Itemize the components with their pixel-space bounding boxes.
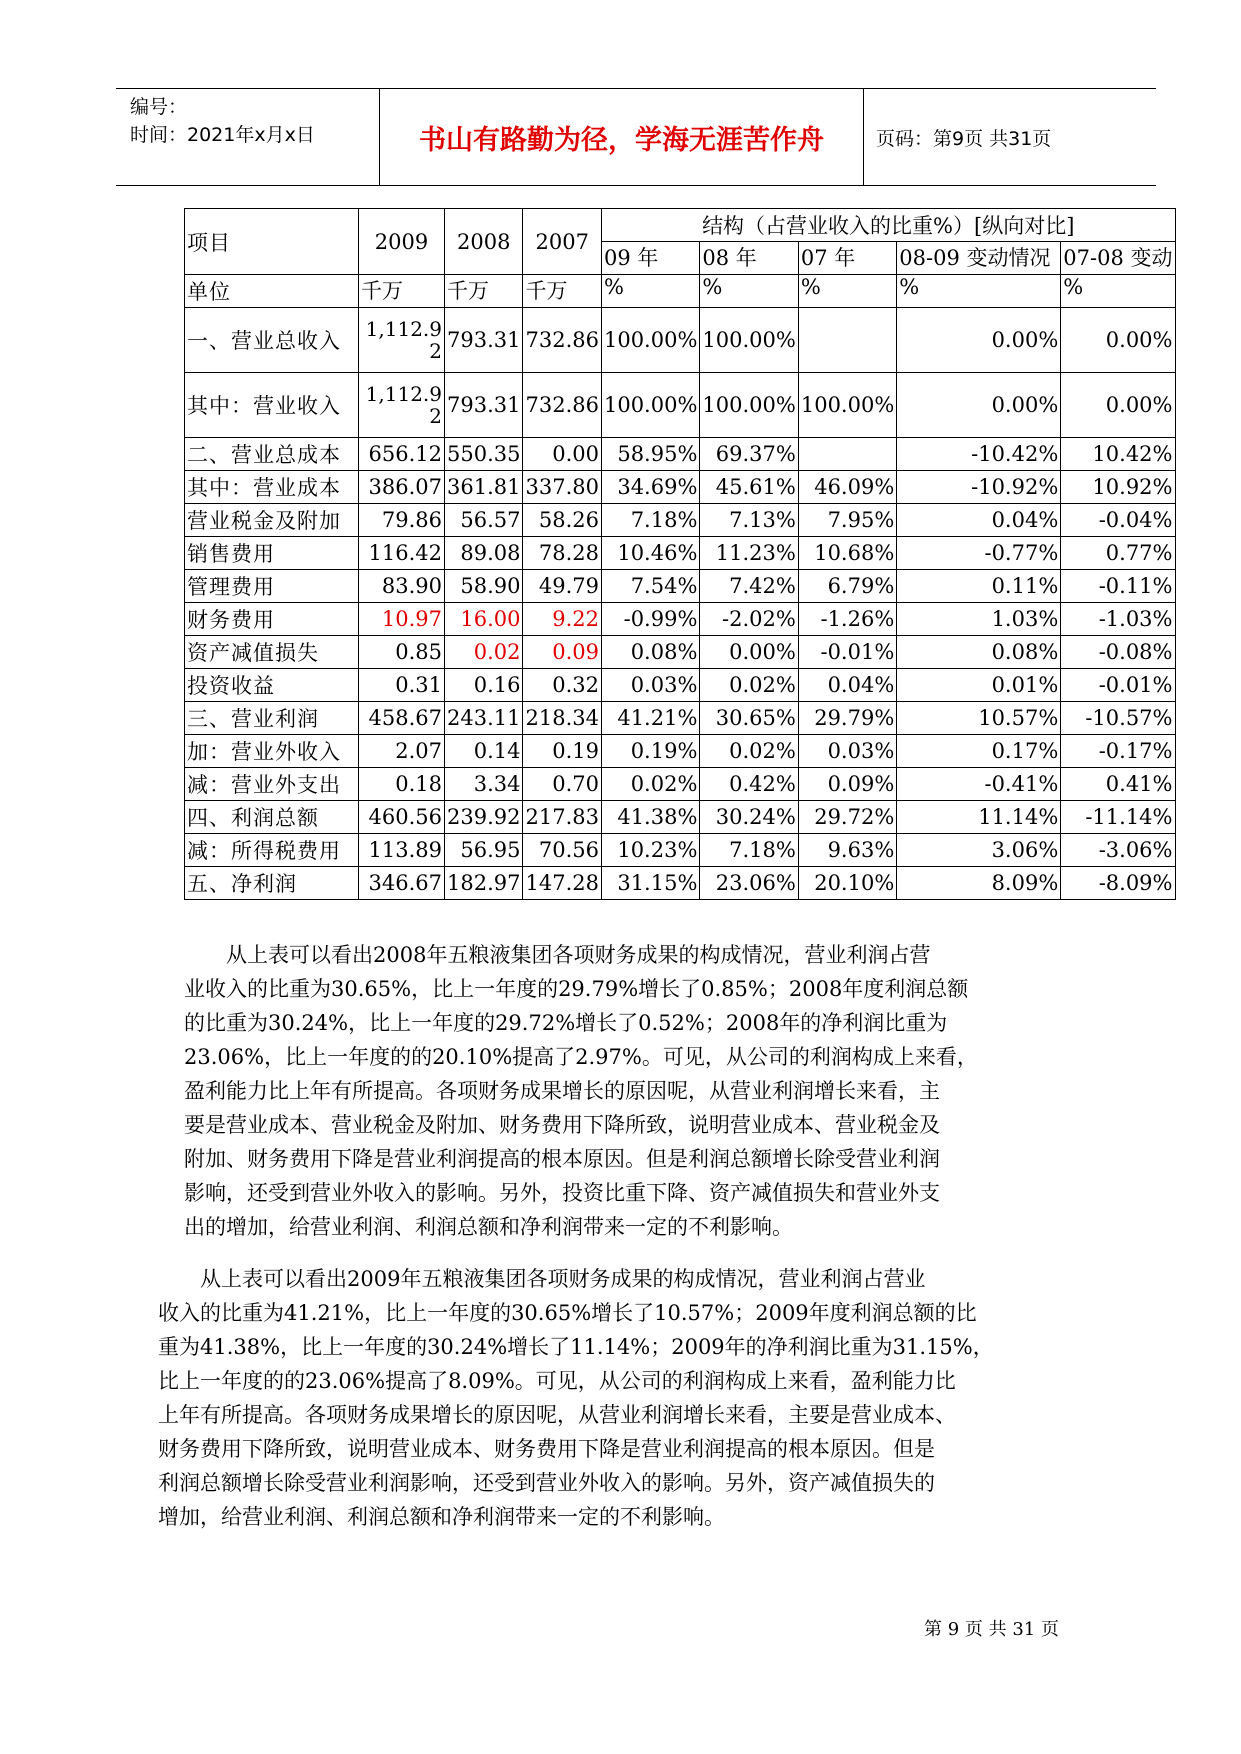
value-cell: 3.06% (897, 834, 1061, 867)
paragraph-line: 业收入的比重为30.65%，比上一年度的29.79%增长了0.85%；2008年度利润总额 (184, 977, 969, 1001)
value-cell: -0.01% (798, 636, 896, 669)
paragraph-line: 23.06%，比上一年度的的20.10%提高了2.97%。可见，从公司的利润构成上来看， (184, 1045, 978, 1069)
value-cell: 7.95% (798, 504, 896, 537)
table-row (185, 308, 1176, 373)
value-cell: 656.12 (359, 438, 445, 471)
value-cell: 56.95 (445, 834, 523, 867)
value-cell: 10.57% (897, 702, 1061, 735)
unit-label: 单位 (185, 275, 359, 308)
table-row (185, 735, 1176, 768)
value-cell: 8.09% (897, 867, 1061, 900)
header-change-0708: 07-08 变动 (1061, 242, 1175, 275)
value-cell: 0.02% (601, 768, 699, 801)
paragraph-line: 重为41.38%，比上一年度的30.24%增长了11.14%；2009年的净利润比重为31.15%， (158, 1335, 994, 1359)
paragraph-line: 影响，还受到营业外收入的影响。另外，投资比重下降、资产减值损失和营业外支 (184, 1181, 940, 1205)
value-cell: -0.41% (897, 768, 1061, 801)
table-row (185, 636, 1176, 669)
value-cell: 7.42% (700, 570, 798, 603)
value-cell: 0.09 (523, 636, 601, 669)
table-row (185, 702, 1176, 735)
value-cell: -0.01% (1061, 669, 1175, 702)
row-label: 三、营业利润 (185, 702, 359, 735)
table-row (185, 768, 1176, 801)
value-cell: 70.56 (523, 834, 601, 867)
row-label: 管理费用 (185, 570, 359, 603)
value-cell: 31.15% (601, 867, 699, 900)
value-cell: 58.95% (601, 438, 699, 471)
header-item: 项目 (185, 209, 359, 275)
unit-cell: % (1061, 275, 1175, 308)
value-cell: 23.06% (700, 867, 798, 900)
value-cell: 346.67 (359, 867, 445, 900)
value-cell: 58.26 (523, 504, 601, 537)
value-cell: 11.14% (897, 801, 1061, 834)
value-cell: -1.03% (1061, 603, 1175, 636)
row-label: 销售费用 (185, 537, 359, 570)
wrapped-value: 1,112.9 2 (365, 316, 442, 363)
row-label: 营业税金及附加 (185, 504, 359, 537)
value-cell: 100.00% (601, 308, 699, 373)
number-label: 编号： (130, 96, 188, 118)
value-cell: 9.63% (798, 834, 896, 867)
paragraph-line: 比上一年度的的23.06%提高了8.09%。可见，从公司的利润构成上来看，盈利能力比 (158, 1369, 956, 1393)
unit-row (185, 275, 1176, 308)
table-body (185, 308, 1176, 900)
table-row (185, 801, 1176, 834)
value-cell: 218.34 (523, 702, 601, 735)
page-header (116, 88, 1156, 186)
value-cell: 337.80 (523, 471, 601, 504)
value-cell: 0.02% (700, 669, 798, 702)
value-cell: 83.90 (359, 570, 445, 603)
value-cell: 58.90 (445, 570, 523, 603)
value-cell: 239.92 (445, 801, 523, 834)
header-07: 07 年 (798, 242, 896, 275)
row-label: 资产减值损失 (185, 636, 359, 669)
value-cell: 793.31 (445, 373, 523, 438)
value-cell: 7.18% (700, 834, 798, 867)
table-row (185, 373, 1176, 438)
value-cell: 732.86 (523, 373, 601, 438)
value-cell: 116.42 (359, 537, 445, 570)
value-cell: 0.41% (1061, 768, 1175, 801)
header-09: 09 年 (601, 242, 699, 275)
table-row (185, 603, 1176, 636)
paragraph-line: 上年有所提高。各项财务成果增长的原因呢，从营业利润增长来看，主要是营业成本、 (158, 1403, 956, 1427)
value-cell: 0.19% (601, 735, 699, 768)
unit-cell: % (700, 275, 798, 308)
value-cell: 460.56 (359, 801, 445, 834)
value-cell: 45.61% (700, 471, 798, 504)
value-cell: 0.70 (523, 768, 601, 801)
value-cell: -10.57% (1061, 702, 1175, 735)
value-cell: 0.00% (897, 308, 1061, 373)
value-cell: 0.02% (700, 735, 798, 768)
value-cell: 100.00% (798, 373, 896, 438)
paragraph-line: 出的增加，给营业利润、利润总额和净利润带来一定的不利影响。 (184, 1215, 793, 1239)
value-cell: 7.18% (601, 504, 699, 537)
row-label: 投资收益 (185, 669, 359, 702)
table-row (185, 471, 1176, 504)
unit-cell: % (798, 275, 896, 308)
unit-cell: 千万 (523, 275, 601, 308)
table-row (185, 669, 1176, 702)
value-cell: -0.11% (1061, 570, 1175, 603)
value-cell: 458.67 (359, 702, 445, 735)
value-cell: 0.85 (359, 636, 445, 669)
value-cell: 16.00 (445, 603, 523, 636)
value-cell: 243.11 (445, 702, 523, 735)
table-row (185, 504, 1176, 537)
row-label: 二、营业总成本 (185, 438, 359, 471)
paragraph-line: 盈利能力比上年有所提高。各项财务成果增长的原因呢，从营业利润增长来看，主 (184, 1079, 940, 1103)
header-structure: 结构（占营业收入的比重%）[纵向对比] (601, 209, 1175, 242)
value-cell: 0.04% (798, 669, 896, 702)
row-label: 五、净利润 (185, 867, 359, 900)
value-cell: 0.03% (798, 735, 896, 768)
value-cell: 0.08% (601, 636, 699, 669)
value-cell: 6.79% (798, 570, 896, 603)
value-cell: -1.26% (798, 603, 896, 636)
header-meta (130, 93, 315, 149)
value-cell: 0.32 (523, 669, 601, 702)
value-cell: 0.01% (897, 669, 1061, 702)
value-cell: 30.65% (700, 702, 798, 735)
value-cell: -2.02% (700, 603, 798, 636)
paragraph-line: 收入的比重为41.21%，比上一年度的30.65%增长了10.57%；2009年度利润总额的比 (158, 1301, 977, 1325)
value-cell: 56.57 (445, 504, 523, 537)
value-cell: 361.81 (445, 471, 523, 504)
header-2009: 2009 (359, 209, 445, 275)
value-cell: 3.34 (445, 768, 523, 801)
analysis-paragraph-2009 (158, 1262, 1078, 1534)
value-cell: -0.77% (897, 537, 1061, 570)
value-cell: 1.03% (897, 603, 1061, 636)
value-cell: -3.06% (1061, 834, 1175, 867)
value-cell: 89.08 (445, 537, 523, 570)
value-cell: 147.28 (523, 867, 601, 900)
value-cell: 11.23% (700, 537, 798, 570)
value-cell: 0.00% (700, 636, 798, 669)
time-label: 时间：2021年x月x日 (130, 124, 315, 146)
unit-cell: % (897, 275, 1061, 308)
value-cell: 0.42% (700, 768, 798, 801)
motto: 书山有路勤为径，学海无涯苦作舟 (379, 89, 864, 185)
value-cell: 49.79 (523, 570, 601, 603)
value-cell: -0.17% (1061, 735, 1175, 768)
value-cell: 0.18 (359, 768, 445, 801)
value-cell (359, 373, 445, 438)
value-cell: 20.10% (798, 867, 896, 900)
page-footer: 第 9 页 共 31 页 (924, 1619, 1059, 1640)
value-cell: 0.00% (1061, 308, 1175, 373)
header-2007: 2007 (523, 209, 601, 275)
value-cell: 10.23% (601, 834, 699, 867)
value-cell: 0.16 (445, 669, 523, 702)
paragraph-line: 利润总额增长除受营业利润影响，还受到营业外收入的影响。另外，资产减值损失的 (158, 1471, 935, 1495)
row-label: 一、营业总收入 (185, 308, 359, 373)
value-cell: 0.19 (523, 735, 601, 768)
row-label: 其中：营业成本 (185, 471, 359, 504)
row-label: 四、利润总额 (185, 801, 359, 834)
value-cell: 10.92% (1061, 471, 1175, 504)
unit-cell: 千万 (359, 275, 445, 308)
value-cell: 79.86 (359, 504, 445, 537)
value-cell: 0.00% (1061, 373, 1175, 438)
value-cell: 0.08% (897, 636, 1061, 669)
value-cell (798, 308, 896, 373)
unit-cell: 千万 (445, 275, 523, 308)
value-cell: 7.13% (700, 504, 798, 537)
value-cell: 30.24% (700, 801, 798, 834)
value-cell: -11.14% (1061, 801, 1175, 834)
value-cell: 10.97 (359, 603, 445, 636)
value-cell: 217.83 (523, 801, 601, 834)
value-cell: 10.46% (601, 537, 699, 570)
value-cell: 78.28 (523, 537, 601, 570)
paragraph-line: 的比重为30.24%，比上一年度的29.72%增长了0.52%；2008年的净利润比重为 (184, 1011, 948, 1035)
value-cell: 29.79% (798, 702, 896, 735)
header-08: 08 年 (700, 242, 798, 275)
value-cell: 113.89 (359, 834, 445, 867)
analysis-paragraph-2008 (184, 938, 1064, 1244)
value-cell: 41.38% (601, 801, 699, 834)
value-cell: 7.54% (601, 570, 699, 603)
value-cell: 29.72% (798, 801, 896, 834)
value-cell: 10.42% (1061, 438, 1175, 471)
value-cell: 0.04% (897, 504, 1061, 537)
value-cell: 2.07 (359, 735, 445, 768)
paragraph-line: 从上表可以看出2008年五粮液集团各项财务成果的构成情况，营业利润占营 (226, 943, 931, 967)
value-cell: 182.97 (445, 867, 523, 900)
value-cell: 100.00% (700, 308, 798, 373)
table-row (185, 570, 1176, 603)
value-cell: -0.99% (601, 603, 699, 636)
value-cell: 100.00% (601, 373, 699, 438)
value-cell: 0.31 (359, 669, 445, 702)
value-cell: 100.00% (700, 373, 798, 438)
wrapped-value: 1,112.9 2 (365, 381, 442, 428)
value-cell: 0.03% (601, 669, 699, 702)
value-cell: 0.11% (897, 570, 1061, 603)
table-row (185, 867, 1176, 900)
row-label: 加：营业外收入 (185, 735, 359, 768)
header-2008: 2008 (445, 209, 523, 275)
table-header-row (185, 209, 1176, 242)
value-cell: -8.09% (1061, 867, 1175, 900)
header-change-0809: 08-09 变动情况 (897, 242, 1061, 275)
row-label: 减：营业外支出 (185, 768, 359, 801)
paragraph-line: 要是营业成本、营业税金及附加、财务费用下降所致，说明营业成本、营业税金及 (184, 1113, 940, 1137)
value-cell: -10.92% (897, 471, 1061, 504)
value-cell: -0.08% (1061, 636, 1175, 669)
row-label: 减：所得税费用 (185, 834, 359, 867)
row-label: 其中：营业收入 (185, 373, 359, 438)
value-cell: -0.04% (1061, 504, 1175, 537)
table-row (185, 834, 1176, 867)
value-cell: -10.42% (897, 438, 1061, 471)
paragraph-line: 附加、财务费用下降是营业利润提高的根本原因。但是利润总额增长除受营业利润 (184, 1147, 940, 1171)
paragraph-line: 从上表可以看出2009年五粮液集团各项财务成果的构成情况，营业利润占营业 (200, 1267, 926, 1291)
value-cell: 0.00% (897, 373, 1061, 438)
value-cell: 0.09% (798, 768, 896, 801)
table-row (185, 537, 1176, 570)
value-cell: 0.14 (445, 735, 523, 768)
value-cell: 34.69% (601, 471, 699, 504)
value-cell: 0.02 (445, 636, 523, 669)
value-cell: 0.17% (897, 735, 1061, 768)
paragraph-line: 财务费用下降所致，说明营业成本、财务费用下降是营业利润提高的根本原因。但是 (158, 1437, 935, 1461)
value-cell: 9.22 (523, 603, 601, 636)
value-cell: 41.21% (601, 702, 699, 735)
value-cell: 69.37% (700, 438, 798, 471)
row-label: 财务费用 (185, 603, 359, 636)
value-cell: 732.86 (523, 308, 601, 373)
value-cell (798, 438, 896, 471)
value-cell: 386.07 (359, 471, 445, 504)
value-cell: 0.77% (1061, 537, 1175, 570)
table-row (185, 438, 1176, 471)
value-cell: 46.09% (798, 471, 896, 504)
value-cell: 793.31 (445, 308, 523, 373)
paragraph-line: 增加，给营业利润、利润总额和净利润带来一定的不利影响。 (158, 1505, 725, 1529)
financial-structure-table (184, 208, 1176, 900)
value-cell: 550.35 (445, 438, 523, 471)
value-cell: 10.68% (798, 537, 896, 570)
page-number-label: 页码：第9页 共31页 (876, 127, 1052, 150)
unit-cell: % (601, 275, 699, 308)
value-cell: 0.00 (523, 438, 601, 471)
value-cell (359, 308, 445, 373)
